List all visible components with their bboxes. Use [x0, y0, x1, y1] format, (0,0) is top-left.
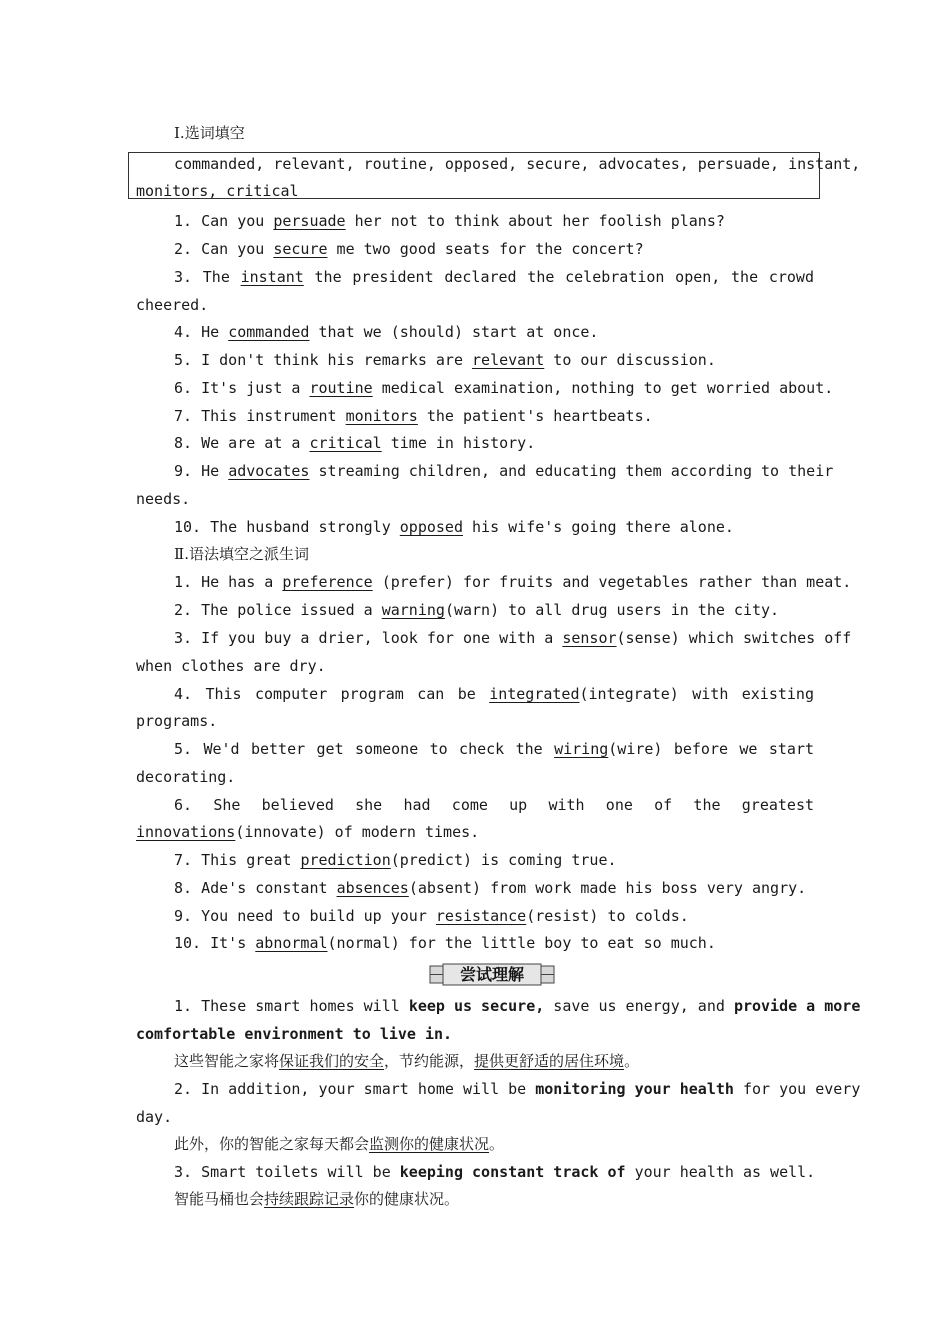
s1-item-6: 6. It's just a routine medical examination, nothing to get worried about. — [174, 379, 834, 397]
answer: opposed — [399, 518, 463, 536]
s2-item-5-cont: decorating. — [136, 768, 236, 786]
answer: wiring — [554, 740, 609, 758]
answer: abnormal — [255, 934, 328, 952]
s2-item-4-cont: programs. — [136, 712, 218, 730]
word-bank-line-2: monitors, critical — [136, 182, 299, 200]
answer: instant — [240, 268, 304, 286]
section-2-title: Ⅱ.语法填空之派生词 — [174, 545, 309, 563]
s1-item-5: 5. I don't think his remarks are relevant to our discussion. — [174, 351, 716, 369]
s2-item-9: 9. You need to build up your resistance(resist) to colds. — [174, 907, 689, 925]
s2-item-1: 1. He has a preference (prefer) for fruits and vegetables rather than meat. — [174, 573, 852, 591]
s2-item-10: 10. It's abnormal(normal) for the little boy to eat so much. — [174, 934, 716, 952]
answer: absences — [336, 879, 409, 897]
s3-item-2-cn: 此外，你的智能之家每天都会监测你的健康状况。 — [174, 1135, 505, 1153]
s3-item-2: 2. In addition, your smart home will be monitoring your health for you every — [174, 1080, 861, 1098]
s1-item-10: 10. The husband strongly opposed his wife's going there alone. — [174, 518, 734, 536]
answer: relevant — [472, 351, 545, 369]
s1-item-3-cont: cheered. — [136, 296, 209, 314]
answer: commanded — [228, 323, 310, 341]
answer: sensor — [562, 629, 617, 647]
s2-item-7: 7. This great prediction(predict) is coming true. — [174, 851, 617, 869]
s3-item-3: 3. Smart toilets will be keeping constant track of your health as well. — [174, 1163, 816, 1181]
s3-item-1: 1. These smart homes will keep us secure, save us energy, and provide a more — [174, 997, 861, 1015]
answer: secure — [273, 240, 328, 258]
answer: routine — [309, 379, 373, 397]
s1-item-9-cont: needs. — [136, 490, 191, 508]
section-1-title: Ⅰ.选词填空 — [174, 124, 245, 142]
s3-item-2-cont: day. — [136, 1108, 173, 1126]
answer: integrated — [489, 685, 580, 703]
answer: resistance — [435, 907, 527, 925]
s3-item-1-cn: 这些智能之家将保证我们的安全，节约能源，提供更舒适的居住环境。 — [174, 1052, 640, 1070]
s1-item-7: 7. This instrument monitors the patient's heartbeats. — [174, 407, 653, 425]
s2-item-2: 2. The police issued a warning(warn) to all drug users in the city. — [174, 601, 780, 619]
s1-item-1: 1. Can you persuade her not to think about her foolish plans? — [174, 212, 725, 230]
s2-item-3: 3. If you buy a drier, look for one with a sensor(sense) which switches off — [174, 629, 852, 647]
s1-item-3: 3. The instant the president declared the celebration open, the crowd — [174, 268, 814, 286]
s1-item-4: 4. He commanded that we (should) start at once. — [174, 323, 599, 341]
s1-item-8: 8. We are at a critical time in history. — [174, 434, 536, 452]
s2-item-8: 8. Ade's constant absences(absent) from work made his boss very angry. — [174, 879, 807, 897]
s2-item-3-cont: when clothes are dry. — [136, 657, 326, 675]
s3-item-3-cn: 智能马桶也会持续跟踪记录你的健康状况。 — [174, 1190, 460, 1208]
s2-item-6: 6. She believed she had come up with one of the greatest — [174, 796, 815, 814]
answer: preference — [282, 573, 373, 591]
answer: innovations — [136, 823, 236, 841]
s3-item-1-cont: comfortable environment to live in. — [136, 1025, 453, 1043]
s1-item-9: 9. He advocates streaming children, and educating them according to their — [174, 462, 834, 480]
answer: advocates — [228, 462, 310, 480]
answer: warning — [381, 601, 445, 619]
answer: persuade — [273, 212, 346, 230]
s2-item-4: 4. This computer program can be integrated(integrate) with existing — [174, 685, 814, 703]
s2-item-5: 5. We'd better get someone to check the wiring(wire) before we start — [174, 740, 815, 758]
banner-label: 尝试理解 — [459, 965, 524, 984]
answer: monitors — [345, 407, 418, 425]
answer: critical — [309, 434, 382, 452]
s1-item-2: 2. Can you secure me two good seats for the concert? — [174, 240, 644, 258]
word-bank-line-1: commanded, relevant, routine, opposed, secure, advocates, persuade, instant, — [174, 155, 861, 173]
section-3-banner — [429, 963, 555, 986]
s2-item-6-cont: innovations(innovate) of modern times. — [136, 823, 480, 841]
answer: prediction — [300, 851, 391, 869]
